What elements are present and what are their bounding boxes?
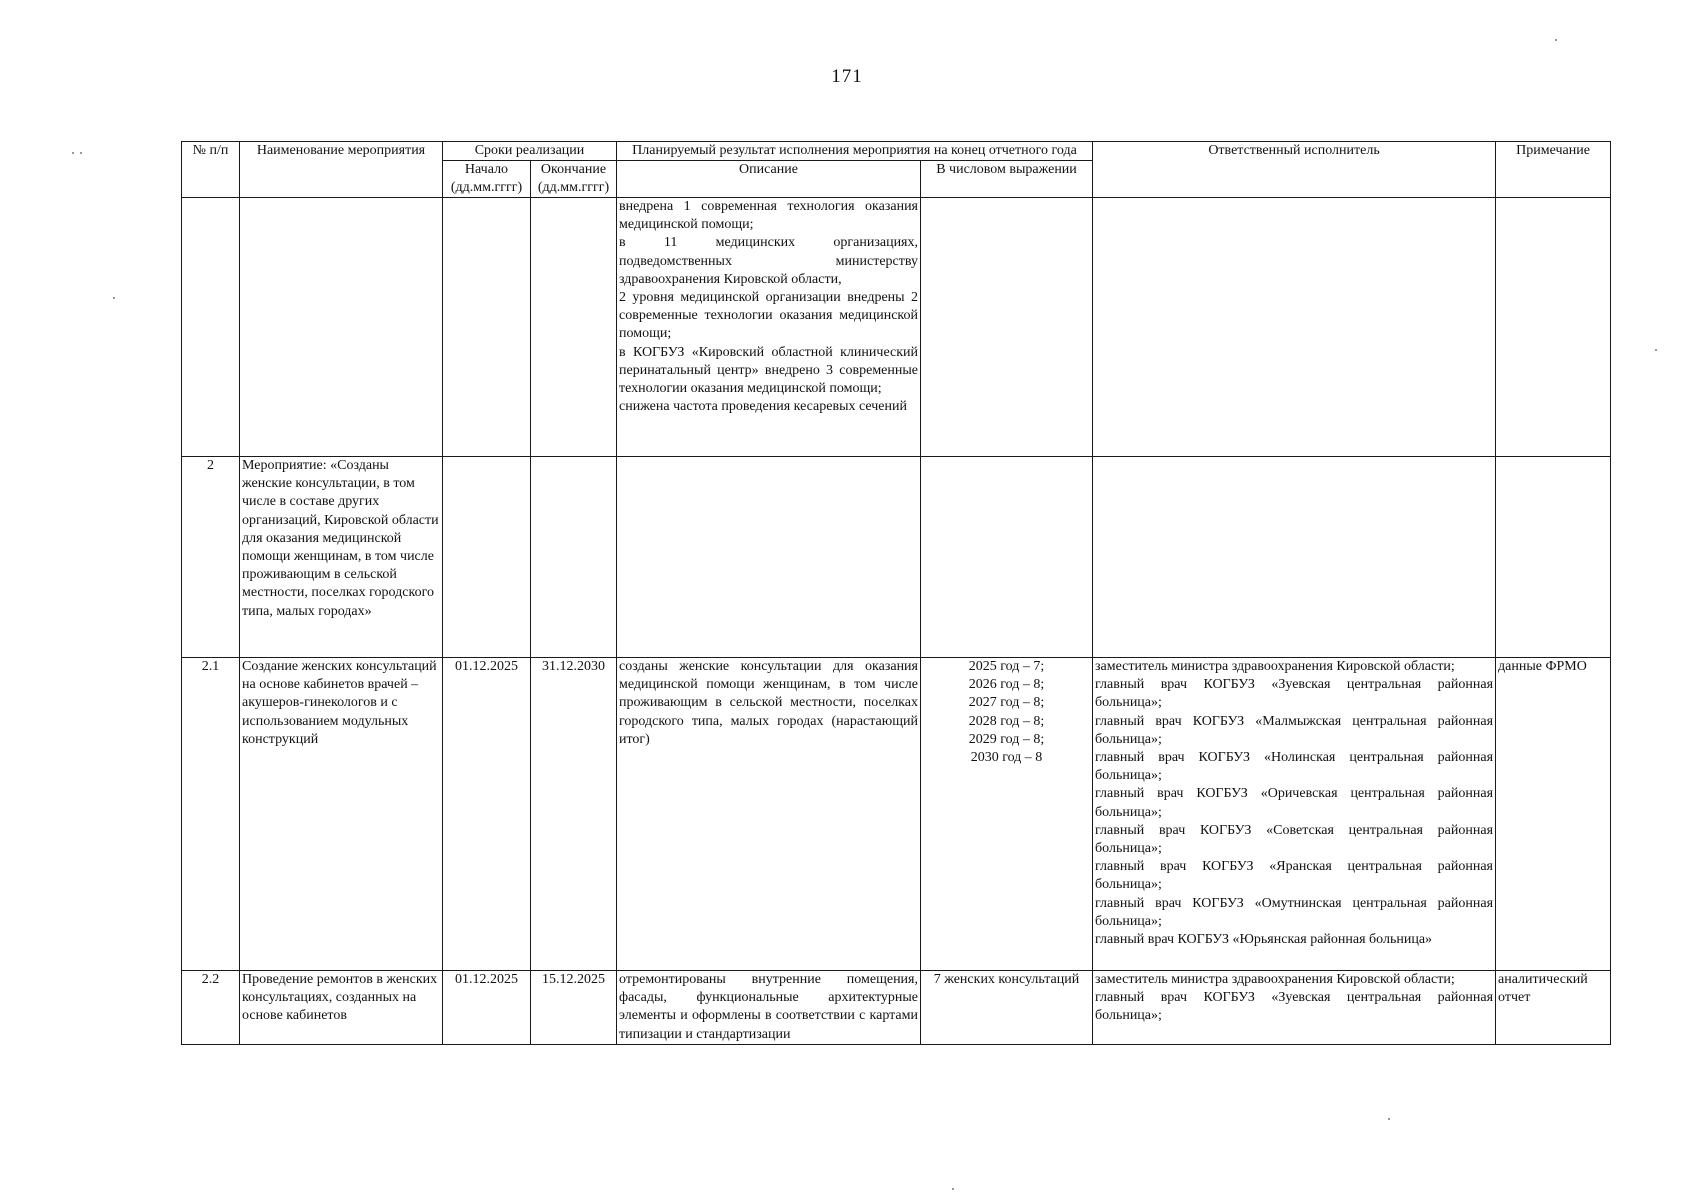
cell-note: данные ФРМО (1496, 658, 1611, 971)
header-note: Примечание (1496, 142, 1611, 198)
cell-num: 2.1 (182, 658, 240, 971)
header-start: Начало (дд.мм.гггг) (443, 161, 531, 198)
numeric-line: 2026 год – 8; (968, 677, 1045, 693)
table-row (182, 457, 1611, 658)
description-line: созданы женские консультации для оказания медицинской помощи женщинам, в том числе проживающим в сельской местности, поселках городского типа, малых городах (нарастающий итог) (619, 659, 918, 747)
cell-start (443, 198, 531, 457)
responsible-line: главный врач КОГБУЗ «Зуевская центральная районная больница»; (1095, 990, 1494, 1024)
description-line: внедрена 1 современная технология оказания медицинской помощи; (619, 199, 918, 233)
header-numeric: В числовом выражении (921, 161, 1093, 198)
responsible-line: главный врач КОГБУЗ «Яранская центральная районная больница»; (1095, 859, 1494, 893)
responsible-line: главный врач КОГБУЗ «Оричевская центральная районная больница»; (1095, 786, 1494, 820)
header-responsible: Ответственный исполнитель (1093, 142, 1496, 198)
table-row (182, 658, 1611, 971)
numeric-line: 2029 год – 8; (968, 731, 1045, 747)
cell-note (1496, 198, 1611, 457)
cell-start: 01.12.2025 (443, 971, 531, 1045)
scan-speck (1555, 39, 1557, 41)
cell-description (617, 658, 921, 971)
scan-speck (1655, 349, 1657, 351)
responsible-line: главный врач КОГБУЗ «Юрьянская районная больница» (1095, 932, 1433, 948)
description-line: 2 уровня медицинской организации внедрены 2 современные технологии оказания медицинской помощи; (619, 290, 918, 342)
cell-name: Мероприятие: «Созданы женские консультации, в том числе в составе других организаций, Кировской области для оказания медицинской помощи женщинам, в том числе проживающим в сельской местности, поселках городского типа, малых городах» (240, 457, 443, 658)
cell-numeric (921, 658, 1093, 971)
header-end: Окончание (дд.мм.гггг) (531, 161, 617, 198)
numeric-line: 2025 год – 7; (968, 659, 1045, 674)
cell-num (182, 198, 240, 457)
header-num: № п/п (182, 142, 240, 198)
responsible-line: заместитель министра здравоохранения Кировской области; (1095, 659, 1455, 674)
numeric-line: 7 женских консультаций (933, 972, 1080, 987)
cell-description (617, 198, 921, 457)
responsible-line: заместитель министра здравоохранения Кировской области; (1095, 972, 1455, 987)
page-number: 171 (831, 66, 863, 87)
table-row (182, 971, 1611, 1045)
header-name: Наименование мероприятия (240, 142, 443, 198)
responsible-line: главный врач КОГБУЗ «Зуевская центральная районная больница»; (1095, 677, 1494, 711)
numeric-line: 2028 год – 8; (968, 713, 1045, 729)
scan-speck (72, 152, 74, 154)
cell-end (531, 457, 617, 658)
header-row-1 (182, 142, 1611, 161)
description-line: в 11 медицинских организациях, подведомственных министерству здравоохранения Кировской области, (619, 235, 918, 287)
cell-name: Проведение ремонтов в женских консультациях, созданных на основе кабинетов (240, 971, 443, 1045)
cell-name: Создание женских консультаций на основе кабинетов врачей – акушеров-гинекологов и с использованием модульных конструкций (240, 658, 443, 971)
cell-responsible (1093, 658, 1496, 971)
cell-description (617, 457, 921, 658)
cell-start: 01.12.2025 (443, 658, 531, 971)
cell-end: 15.12.2025 (531, 971, 617, 1045)
responsible-line: главный врач КОГБУЗ «Малмыжская центральная районная больница»; (1095, 713, 1494, 747)
numeric-line: 2027 год – 8; (968, 695, 1045, 711)
scan-speck (80, 152, 82, 154)
cell-start (443, 457, 531, 658)
header-period: Сроки реализации (443, 142, 617, 161)
cell-responsible (1093, 971, 1496, 1045)
description-line: снижена частота проведения кесаревых сечений (619, 399, 907, 415)
description-line: в КОГБУЗ «Кировский областной клинический перинатальный центр» внедрено 3 современные технологии оказания медицинской помощи; (619, 344, 918, 397)
cell-num: 2 (182, 457, 240, 658)
cell-description (617, 971, 921, 1045)
cell-numeric (921, 198, 1093, 457)
scan-speck (952, 1188, 954, 1190)
cell-end: 31.12.2030 (531, 658, 617, 971)
cell-numeric (921, 457, 1093, 658)
header-result: Планируемый результат исполнения мероприятия на конец отчетного года (617, 142, 1093, 161)
responsible-line: главный врач КОГБУЗ «Омутнинская центральная районная больница»; (1095, 895, 1494, 929)
cell-note (1496, 457, 1611, 658)
cell-note: аналитический отчет (1496, 971, 1611, 1045)
cell-end (531, 198, 617, 457)
cell-responsible (1093, 457, 1496, 658)
responsible-line: главный врач КОГБУЗ «Советская центральная районная больница»; (1095, 822, 1494, 857)
numeric-line: 2030 год – 8 (970, 750, 1043, 766)
table-row (182, 198, 1611, 457)
cell-name (240, 198, 443, 457)
description-line: отремонтированы внутренние помещения, фасады, функциональные архитектурные элементы и оформлены в соответствии с картами типизации и стандартизации (619, 972, 918, 1042)
scan-speck (113, 297, 115, 299)
responsible-line: главный врач КОГБУЗ «Нолинская центральная районная больница»; (1095, 750, 1494, 784)
cell-num: 2.2 (182, 971, 240, 1045)
activities-table (181, 141, 1611, 1045)
cell-numeric (921, 971, 1093, 1045)
cell-responsible (1093, 198, 1496, 457)
scan-speck (1388, 1118, 1390, 1120)
header-description: Описание (617, 161, 921, 198)
